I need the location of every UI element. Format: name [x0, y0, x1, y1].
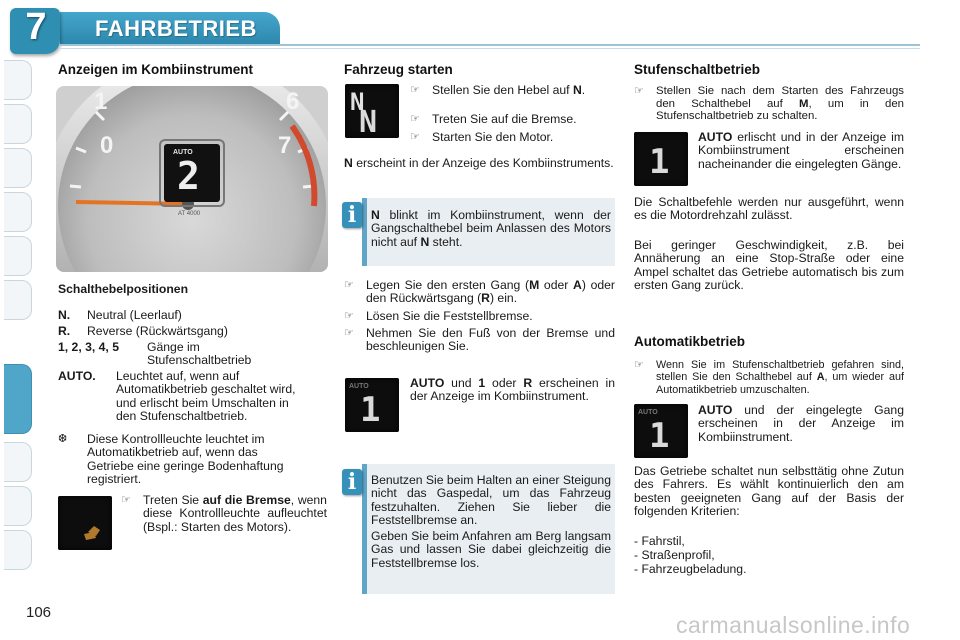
- info-box-n-blinks: N blinkt im Kombiinstrument, wenn der Gangschalthebel beim Anlassen des Motors nicht auf N steht.: [362, 198, 615, 266]
- hand-pointer-icon: ☞: [344, 279, 354, 291]
- start-step: ☞ Lösen Sie die Feststellbremse.: [344, 309, 533, 323]
- hand-pointer-icon: ☞: [344, 310, 354, 322]
- header-rule-thin: [60, 48, 920, 49]
- start-step: ☞ Treten Sie auf die Bremse.: [410, 112, 577, 126]
- criteria-item: - Fahrstil,: [634, 534, 685, 548]
- auto-gear-text: AUTO und der eingelegte Gang erscheinen in der Anzeige im Kombiinstrument.: [698, 403, 904, 444]
- header-rule: [60, 44, 920, 46]
- chapter-tab-active[interactable]: [4, 364, 32, 434]
- automatic-criteria-intro: Das Getriebe schaltet nun selbsttätig ohne Zutun des Fahrers. Es wählt kontinuierlich den am besten geeigneten Gang auf der Basis der folgenden Kriterien:: [634, 464, 904, 519]
- gauge-tick-label: 1: [94, 88, 108, 115]
- position-value: Neutral (Leerlauf): [87, 308, 182, 322]
- info-icon: i: [342, 202, 362, 228]
- shift-command-text: Die Schaltbefehle werden nur ausgeführt, wenn es die Motordrehzahl zulässt.: [634, 195, 904, 223]
- chapter-tab[interactable]: [4, 280, 32, 320]
- warning-light-text: Diese Kontrollleuchte leuchtet im Automatikbetrieb auf, wenn das Getriebe eine geringe Bodenhaftung registriert.: [87, 432, 284, 487]
- chapter-tab[interactable]: [4, 236, 32, 276]
- hand-pointer-icon: ☞: [634, 85, 644, 97]
- page-title: FAHRBETRIEB: [95, 16, 257, 41]
- manual-step: ☞ Stellen Sie nach dem Starten des Fahrzeugs den Schalthebel auf M, um in den Stufenschaltbetrieb zu schalten.: [634, 85, 904, 123]
- automatic-step: ☞ Wenn Sie im Stufenschaltbetrieb gefahren sind, stellen Sie den Schalthebel auf A, um wieder auf Automatikbetrieb umzuschalten.: [634, 359, 905, 396]
- watermark: carmanualsonline.info: [676, 612, 911, 638]
- n-display-icon: N N: [345, 84, 399, 138]
- chapter-tab[interactable]: [4, 442, 32, 482]
- hand-pointer-icon: ☞: [634, 359, 644, 371]
- chapter-number: 7: [25, 6, 47, 48]
- gauge-tick-label: 6: [286, 88, 300, 115]
- gauge-brand-mark: AT 4000: [178, 211, 201, 217]
- position-key: N.: [58, 308, 71, 322]
- gauge-tick-label: 7: [278, 132, 292, 159]
- auto-1-display-icon: AUTO 1: [345, 378, 399, 432]
- section-heading-display: Anzeigen im Kombiinstrument: [58, 62, 254, 77]
- position-key: 1, 2, 3, 4, 5: [58, 340, 119, 354]
- chapter-tab[interactable]: [4, 148, 32, 188]
- criteria-item: - Fahrzeugbeladung.: [634, 562, 747, 576]
- info-icon: i: [342, 469, 362, 495]
- criteria-item: - Straßenprofil,: [634, 548, 715, 562]
- auto-appears-text: AUTO und 1 oder R erscheinen in der Anzeige im Kombiinstrument.: [410, 376, 615, 404]
- hand-pointer-icon: ☞: [121, 494, 131, 506]
- gauge-tick-label: 0: [100, 132, 114, 159]
- page-number: 106: [26, 604, 52, 621]
- section-heading-manual: Stufenschaltbetrieb: [634, 62, 761, 77]
- positions-heading: Schalthebelpositionen: [58, 282, 189, 296]
- snowflake-warning-icon: ❆: [58, 433, 68, 445]
- position-value: Gänge im Stufenschaltbetrieb: [147, 340, 252, 368]
- chapter-tab[interactable]: [4, 486, 32, 526]
- foot-on-brake-icon: [58, 496, 112, 550]
- auto-off-text: AUTO erlischt und in der Anzeige im Kombiinstrument erscheinen nacheinander die eingelegten Gänge.: [698, 130, 904, 171]
- gauge-display-auto: AUTO: [173, 149, 193, 156]
- downshift-text: Bei geringer Geschwindigkeit, z.B. bei Annäherung an eine Stop-Straße oder eine Ampel schaltet das Getriebe automatisch bis zum ersten Gang zurück.: [634, 238, 904, 293]
- hand-pointer-icon: ☞: [344, 327, 354, 339]
- position-key: AUTO.: [58, 369, 96, 383]
- tachometer-image: [56, 86, 328, 272]
- position-key: R.: [58, 324, 71, 338]
- chapter-tab[interactable]: [4, 530, 32, 570]
- info-box-hill: Benutzen Sie beim Halten an einer Steigung nicht das Gaspedal, um das Fahrzeug festzuhalten. Ziehen Sie lieber die Feststellbremse an. Geben Sie beim Anfahren am Berg langsam Gas und lassen Sie dabei gleichzeitig die Feststellbremse los.: [362, 464, 615, 594]
- chapter-tab[interactable]: [4, 60, 32, 100]
- section-heading-start: Fahrzeug starten: [344, 62, 453, 77]
- chapter-tab-strip: [0, 60, 34, 580]
- hand-pointer-icon: ☞: [410, 131, 420, 143]
- hand-pointer-icon: ☞: [410, 113, 420, 125]
- start-step: ☞ Legen Sie den ersten Gang (M oder A) oder den Rückwärtsgang (R) ein.: [344, 278, 615, 306]
- start-step: ☞ Starten Sie den Motor.: [410, 130, 554, 144]
- start-step: ☞ Stellen Sie den Hebel auf N.: [410, 83, 586, 97]
- n-appears-text: N erscheint in der Anzeige des Kombiinstruments.: [344, 156, 614, 170]
- auto-gear-display-icon: AUTO 1: [634, 404, 688, 458]
- header: [0, 0, 960, 52]
- chapter-tab[interactable]: [4, 104, 32, 144]
- gauge-display-gear: 2: [177, 154, 200, 198]
- chapter-tab[interactable]: [4, 192, 32, 232]
- start-step: ☞ Nehmen Sie den Fuß von der Bremse und beschleunigen Sie.: [344, 326, 615, 354]
- brake-hint: ☞ Treten Sie auf die Bremse, wenn diese Kontrollleuchte aufleuchtet (Bspl.: Starten des Motors).: [121, 493, 327, 534]
- hand-pointer-icon: ☞: [410, 84, 420, 96]
- gear-1-display-icon: 1: [634, 132, 688, 186]
- position-value: Reverse (Rückwärtsgang): [87, 324, 228, 338]
- position-value: Leuchtet auf, wenn auf Automatikbetrieb geschaltet wird, und erlischt beim Umschalten in den Stufenschaltbetrieb.: [116, 369, 296, 424]
- section-heading-automatic: Automatikbetrieb: [634, 334, 746, 349]
